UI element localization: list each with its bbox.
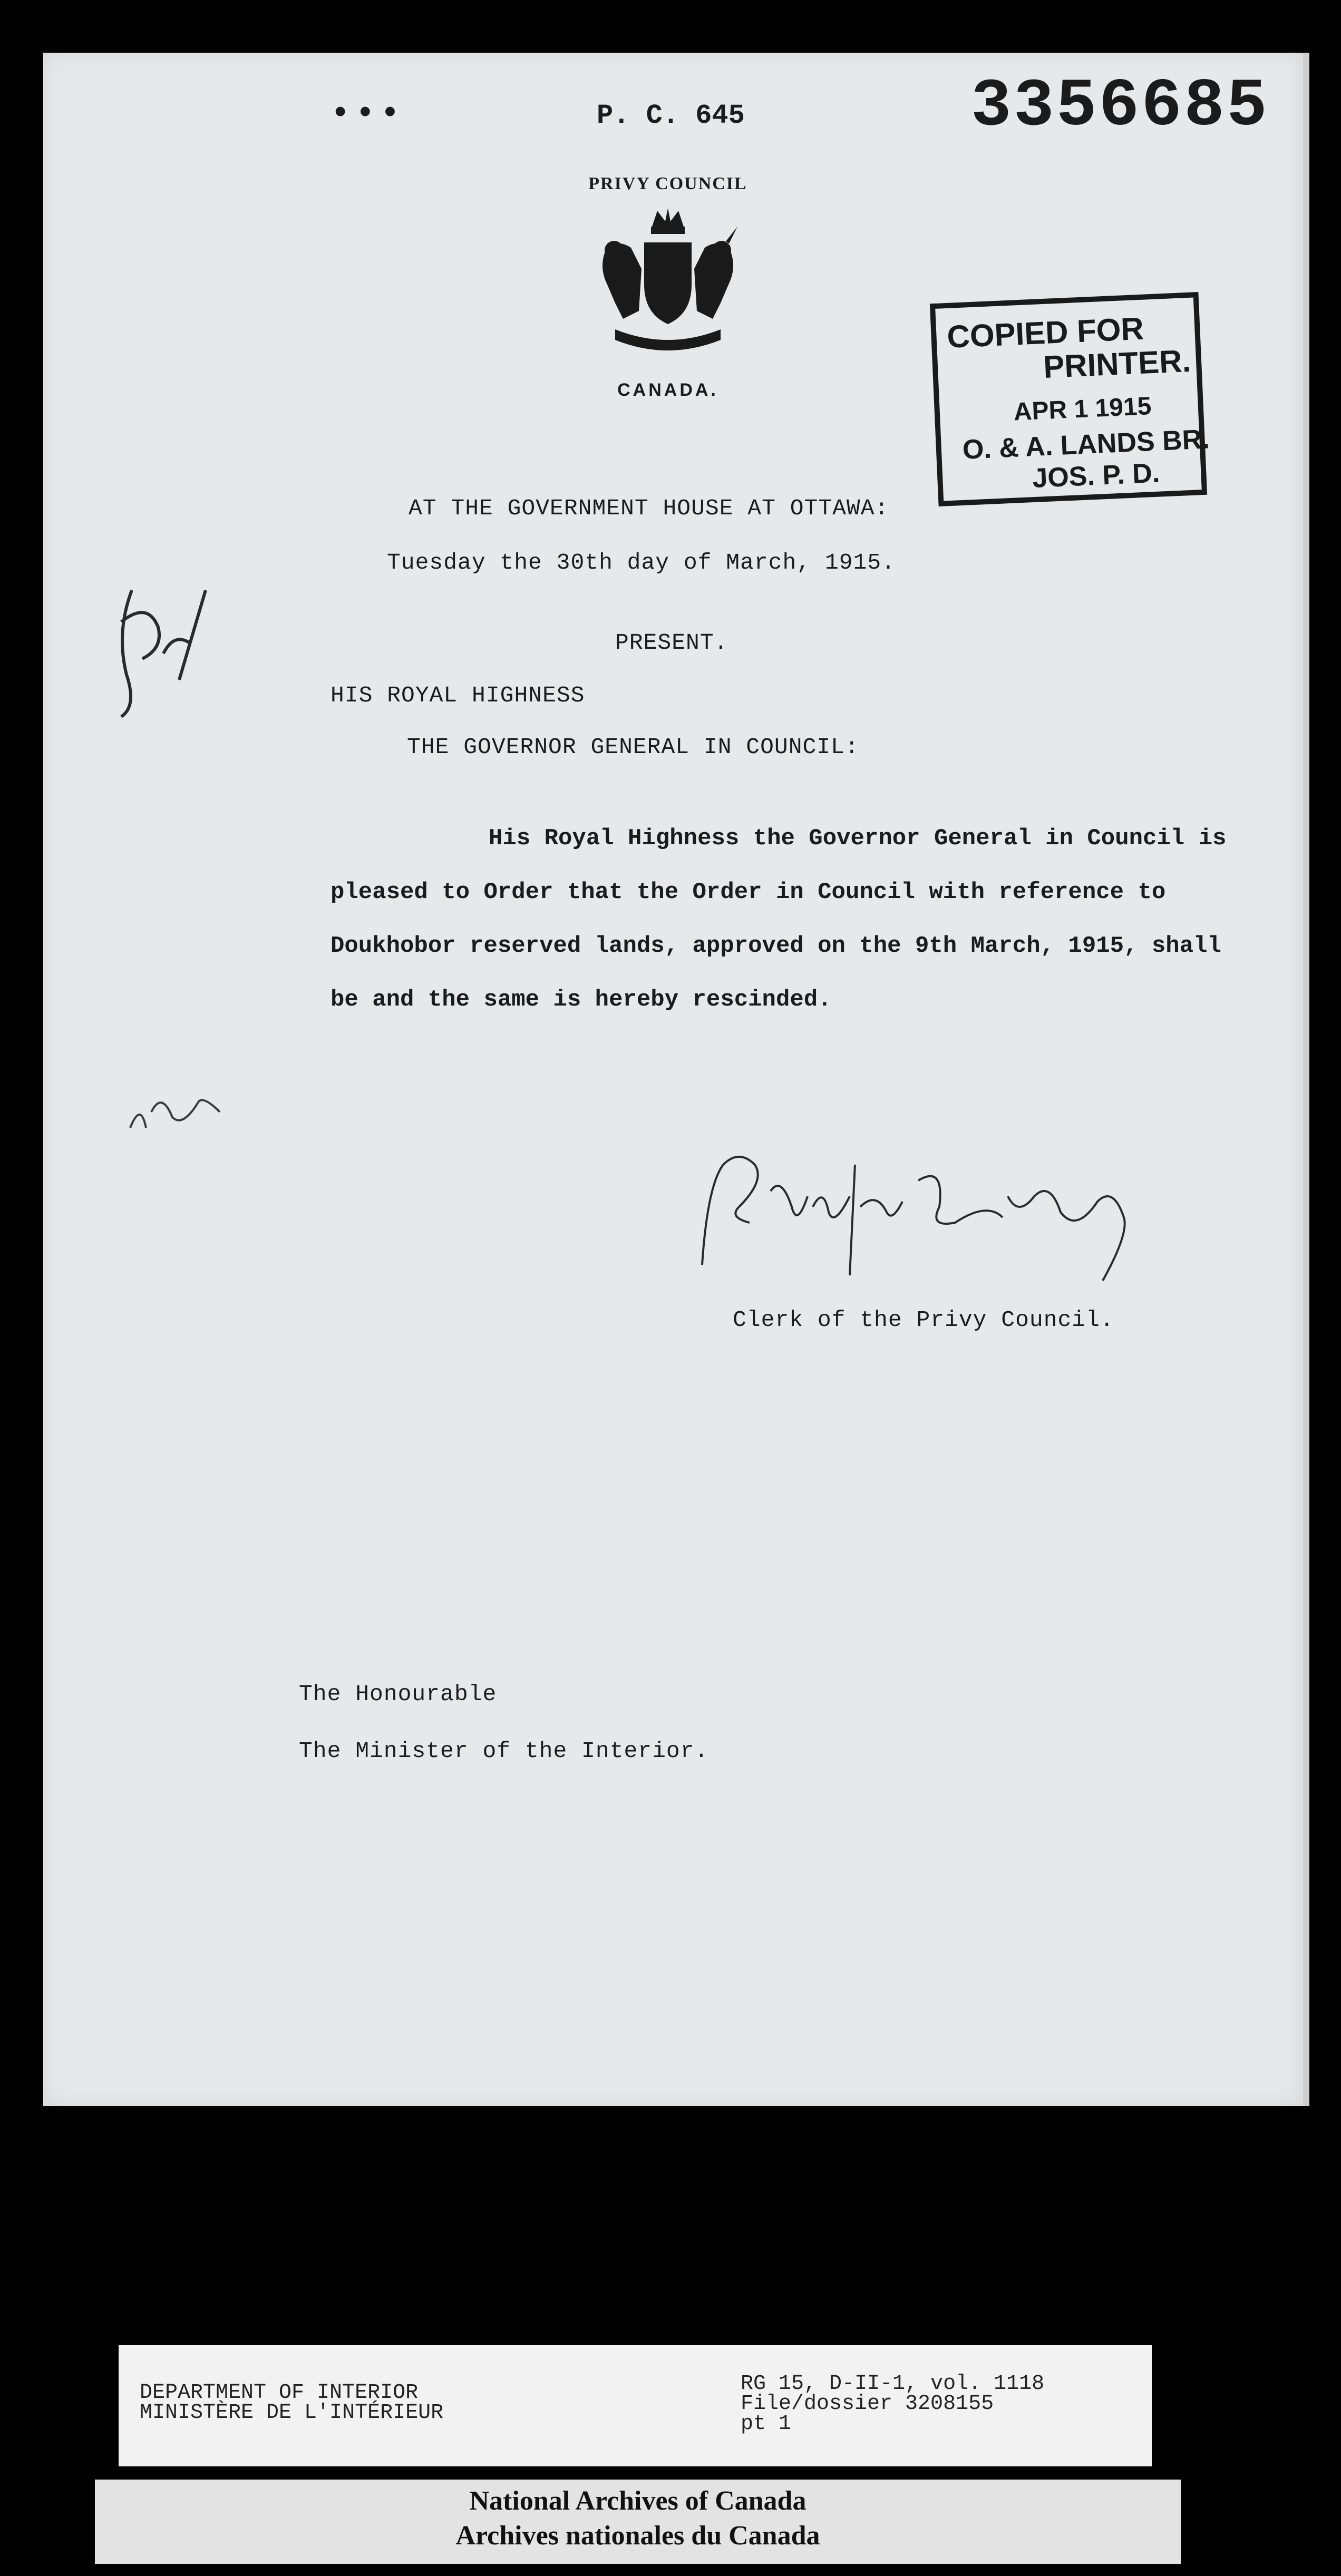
seal-top-text: PRIVY COUNCIL [588, 174, 747, 193]
clerk-title: Clerk of the Privy Council. [733, 1307, 1114, 1333]
copied-for-printer-stamp [930, 292, 1210, 506]
addressee-line-2: The Minister of the Interior. [299, 1738, 709, 1764]
coat-of-arms-icon [594, 206, 742, 364]
privy-council-seal [573, 174, 763, 401]
label-reference [741, 2374, 1044, 2434]
label-department-fr: MINISTÈRE DE L'INTÉRIEUR [140, 2401, 444, 2425]
label-department-en: DEPARTMENT OF INTERIOR [140, 2381, 419, 2405]
governor-general-in-council: THE GOVERNOR GENERAL IN COUNCIL: [407, 734, 859, 760]
label-department [140, 2383, 443, 2423]
stamp-line-5: JOS. P. D. [1032, 457, 1161, 494]
order-date: Tuesday the 30th day of March, 1915. [387, 550, 896, 575]
margin-mark-icon [120, 1080, 225, 1144]
pc-number: P. C. 645 [597, 100, 745, 131]
national-archives-banner [95, 2480, 1181, 2564]
margin-initials-icon [100, 569, 216, 727]
header-dots: ••• [331, 95, 405, 132]
file-number: 3356685 [971, 69, 1269, 145]
order-body: His Royal Highness the Governor General in Council is pleased to Order that the Order in Council with reference to Doukhobor reserved lands, approved on the 9th March, 1915, shall be and the same is hereby rescinded. [331, 825, 1227, 1013]
stamp-line-4: O. & A. LANDS BR. [961, 424, 1210, 465]
archives-french: Archives nationales du Canada [455, 2521, 820, 2551]
stamp-date: APR 1 1915 [1013, 392, 1152, 426]
clerk-signature [692, 1144, 1166, 1302]
stamp-line-1: COPIED FOR [946, 310, 1145, 355]
seal-bottom-text: CANADA. [617, 380, 718, 400]
document-page [43, 53, 1309, 2106]
archives-english: National Archives of Canada [469, 2486, 806, 2516]
stamp-line-2: PRINTER. [1042, 343, 1192, 385]
label-file-dossier: File/dossier 3208155 [741, 2392, 994, 2416]
his-royal-highness: HIS ROYAL HIGHNESS [331, 682, 585, 708]
archive-label [119, 2345, 1152, 2466]
addressee-line-1: The Honourable [299, 1681, 497, 1707]
label-part: pt 1 [741, 2412, 792, 2436]
present-heading: PRESENT. [615, 630, 728, 656]
order-location: AT THE GOVERNMENT HOUSE AT OTTAWA: [409, 495, 889, 521]
label-rg-volume: RG 15, D-II-1, vol. 1118 [741, 2372, 1045, 2396]
